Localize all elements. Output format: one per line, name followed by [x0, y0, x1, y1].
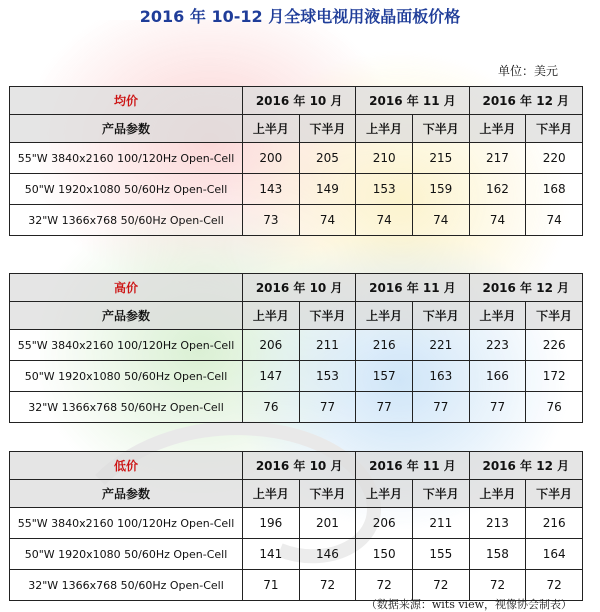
- price-cell: 221: [412, 330, 469, 361]
- month-header: 2016 年 11 月: [356, 87, 469, 115]
- half-month-header: 下半月: [412, 302, 469, 330]
- product-spec: 32"W 1366x768 50/60Hz Open-Cell: [10, 205, 243, 236]
- source-note: （数据来源：wits view，视像协会制表）: [365, 598, 572, 611]
- half-month-header: 下半月: [526, 302, 583, 330]
- table-row: [10, 361, 583, 392]
- unit-label: 单位：美元: [497, 64, 558, 78]
- product-spec: 50"W 1920x1080 50/60Hz Open-Cell: [10, 174, 243, 205]
- half-month-header: 上半月: [243, 302, 300, 330]
- param-header: 产品参数: [10, 115, 243, 143]
- price-cell: 201: [299, 508, 356, 539]
- half-month-header: 上半月: [356, 480, 413, 508]
- half-month-header: 下半月: [299, 115, 356, 143]
- price-cell: 149: [299, 174, 356, 205]
- product-spec: 55"W 3840x2160 100/120Hz Open-Cell: [10, 330, 243, 361]
- price-cell: 159: [412, 174, 469, 205]
- price-cell: 168: [526, 174, 583, 205]
- price-cell: 155: [412, 539, 469, 570]
- half-month-header: 下半月: [412, 115, 469, 143]
- price-cell: 76: [243, 392, 300, 423]
- average-price-table: [9, 86, 583, 236]
- price-cell: 220: [526, 143, 583, 174]
- price-cell: 216: [356, 330, 413, 361]
- price-cell: 77: [299, 392, 356, 423]
- month-header: 2016 年 11 月: [356, 274, 469, 302]
- param-header: 产品参数: [10, 480, 243, 508]
- half-month-header: 上半月: [356, 302, 413, 330]
- month-header-row: [10, 274, 583, 302]
- tier-label: 高价: [10, 274, 243, 302]
- price-cell: 72: [526, 570, 583, 601]
- price-cell: 166: [469, 361, 526, 392]
- price-cell: 72: [469, 570, 526, 601]
- price-cell: 73: [243, 205, 300, 236]
- half-month-header: 下半月: [526, 115, 583, 143]
- table-row: [10, 508, 583, 539]
- product-spec: 55"W 3840x2160 100/120Hz Open-Cell: [10, 143, 243, 174]
- price-cell: 213: [469, 508, 526, 539]
- price-cell: 146: [299, 539, 356, 570]
- half-month-header: 上半月: [243, 115, 300, 143]
- table-row: [10, 143, 583, 174]
- product-spec: 50"W 1920x1080 50/60Hz Open-Cell: [10, 539, 243, 570]
- tier-label: 均价: [10, 87, 243, 115]
- price-cell: 216: [526, 508, 583, 539]
- price-cell: 77: [469, 392, 526, 423]
- price-cell: 226: [526, 330, 583, 361]
- table-row: [10, 539, 583, 570]
- low-price-table: [9, 451, 583, 601]
- price-cell: 196: [243, 508, 300, 539]
- price-cell: 200: [243, 143, 300, 174]
- month-header: 2016 年 10 月: [243, 87, 356, 115]
- price-cell: 74: [526, 205, 583, 236]
- table-row: [10, 392, 583, 423]
- price-cell: 206: [356, 508, 413, 539]
- price-cell: 141: [243, 539, 300, 570]
- price-cell: 211: [299, 330, 356, 361]
- half-month-header-row: [10, 302, 583, 330]
- price-cell: 147: [243, 361, 300, 392]
- page-title: 2016 年 10-12 月全球电视用液晶面板价格: [139, 7, 461, 26]
- half-month-header: 下半月: [299, 302, 356, 330]
- price-cell: 157: [356, 361, 413, 392]
- price-cell: 72: [412, 570, 469, 601]
- month-header: 2016 年 12 月: [469, 87, 582, 115]
- month-header-row: [10, 452, 583, 480]
- price-cell: 205: [299, 143, 356, 174]
- price-cell: 164: [526, 539, 583, 570]
- half-month-header: 上半月: [356, 115, 413, 143]
- price-cell: 74: [469, 205, 526, 236]
- half-month-header: 下半月: [299, 480, 356, 508]
- product-spec: 32"W 1366x768 50/60Hz Open-Cell: [10, 392, 243, 423]
- month-header-row: [10, 87, 583, 115]
- price-cell: 143: [243, 174, 300, 205]
- price-cell: 153: [299, 361, 356, 392]
- price-cell: 215: [412, 143, 469, 174]
- price-cell: 74: [356, 205, 413, 236]
- high-price-table: [9, 273, 583, 423]
- price-cell: 206: [243, 330, 300, 361]
- half-month-header: 下半月: [412, 480, 469, 508]
- price-cell: 217: [469, 143, 526, 174]
- price-cell: 71: [243, 570, 300, 601]
- half-month-header: 上半月: [243, 480, 300, 508]
- product-spec: 32"W 1366x768 50/60Hz Open-Cell: [10, 570, 243, 601]
- price-cell: 150: [356, 539, 413, 570]
- price-cell: 77: [356, 392, 413, 423]
- price-cell: 74: [299, 205, 356, 236]
- price-cell: 162: [469, 174, 526, 205]
- month-header: 2016 年 12 月: [469, 274, 582, 302]
- half-month-header-row: [10, 115, 583, 143]
- table-row: [10, 330, 583, 361]
- price-cell: 76: [526, 392, 583, 423]
- price-cell: 172: [526, 361, 583, 392]
- month-header: 2016 年 11 月: [356, 452, 469, 480]
- half-month-header: 上半月: [469, 302, 526, 330]
- tier-label: 低价: [10, 452, 243, 480]
- half-month-header: 上半月: [469, 115, 526, 143]
- price-cell: 153: [356, 174, 413, 205]
- price-cell: 210: [356, 143, 413, 174]
- product-spec: 50"W 1920x1080 50/60Hz Open-Cell: [10, 361, 243, 392]
- price-cell: 72: [299, 570, 356, 601]
- table-row: [10, 174, 583, 205]
- half-month-header: 上半月: [469, 480, 526, 508]
- half-month-header: 下半月: [526, 480, 583, 508]
- price-cell: 77: [412, 392, 469, 423]
- price-cell: 223: [469, 330, 526, 361]
- half-month-header-row: [10, 480, 583, 508]
- month-header: 2016 年 10 月: [243, 452, 356, 480]
- price-cell: 72: [356, 570, 413, 601]
- month-header: 2016 年 12 月: [469, 452, 582, 480]
- month-header: 2016 年 10 月: [243, 274, 356, 302]
- table-row: [10, 205, 583, 236]
- price-cell: 74: [412, 205, 469, 236]
- price-cell: 211: [412, 508, 469, 539]
- price-cell: 158: [469, 539, 526, 570]
- param-header: 产品参数: [10, 302, 243, 330]
- price-cell: 163: [412, 361, 469, 392]
- product-spec: 55"W 3840x2160 100/120Hz Open-Cell: [10, 508, 243, 539]
